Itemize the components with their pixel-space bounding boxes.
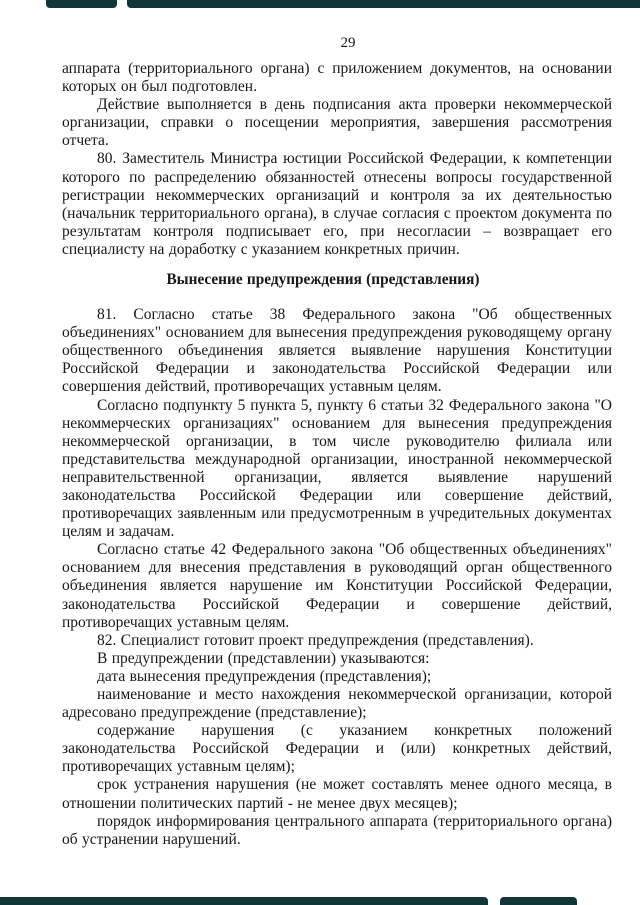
document-text-block	[62, 60, 612, 849]
paragraph-law-42: Согласно статье 42 Федерального закона "Об общественных объединениях" основанием для внесения представления в руководящий орган общественного объединения является нарушение им Конституции Российской Федерации, законодательства Российской Федерации и совершение действий, противоречащих уставным целям.	[62, 541, 612, 631]
paragraph-item-82: 82. Специалист готовит проект предупреждения (представления).	[97, 631, 534, 649]
scan-artifact-top-right	[127, 0, 640, 8]
section-heading: Вынесение предупреждения (представления)	[166, 271, 480, 289]
page-number: 29	[340, 35, 356, 51]
paragraph-item-81: 81. Согласно статье 38 Федерального закона "Об общественных объединениях" основанием для вынесения предупреждения руководящему органу общественного объединения является выявление нарушения Конституции Российской Федерации и законодательства Российской Федерации или совершения действий, противоречащих уставным целям.	[62, 306, 612, 396]
list-item-term: срок устранения нарушения (не может составлять менее одного месяца, в отношении политических партий - не менее двух месяцев);	[62, 776, 612, 812]
paragraph-action-day: Действие выполняется в день подписания акта проверки некоммерческой организации, справки о посещении мероприятия, завершения рассмотрения отчета.	[62, 96, 612, 150]
list-item-name-location: наименование и место нахождения некоммерческой организации, которой адресовано предупреждение (представление);	[62, 686, 612, 722]
list-item-date: дата вынесения предупреждения (представления);	[97, 667, 432, 685]
paragraph-list-intro: В предупреждении (представлении) указываются:	[97, 649, 430, 667]
paragraph-item-80: 80. Заместитель Министра юстиции Российской Федерации, к компетенции которого по распределению обязанностей отнесены вопросы государственной регистрации некоммерческих организаций и контроля за их деятельностью (начальник территориального органа), в случае согласия с проектом документа по результатам контроля подписывает его, при несогласии – возвращает его специалисту на доработку с указанием конкретных причин.	[62, 150, 612, 258]
paragraph-law-32: Согласно подпункту 5 пункта 5, пункту 6 статьи 32 Федерального закона "О некоммерческих организациях" основанием для вынесения предупреждения некоммерческой организации, в том числе руководителю филиала или представительства международной организации, иностранной некоммерческой неправительственной организации, является выявление нарушений законодательства Российской Федерации или совершение действий, противоречащих заявленным или предусмотренным в учредительных документах целям и задачам.	[62, 396, 612, 541]
list-item-informing-order: порядок информирования центрального аппарата (территориального органа) об устранении нарушений.	[62, 812, 612, 848]
list-item-violation-content: содержание нарушения (с указанием конкретных положений законодательства Российской Федерации и (или) конкретных действий, противоречащих уставным целям);	[62, 722, 612, 776]
paragraph-continuation: аппарата (территориального органа) с приложением документов, на основании которых он был подготовлен.	[62, 60, 612, 96]
scan-artifact-top-left	[46, 0, 117, 8]
scan-artifact-bottom-left	[0, 897, 488, 905]
scan-artifact-bottom-right	[500, 897, 577, 905]
